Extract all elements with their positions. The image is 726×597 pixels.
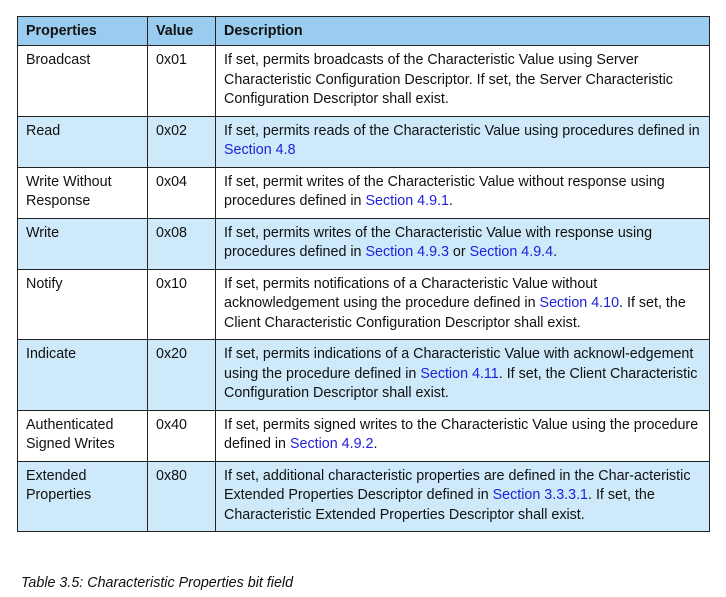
description-cell xyxy=(216,410,710,461)
table-row xyxy=(18,218,710,269)
description-cell xyxy=(216,116,710,167)
description-cell xyxy=(216,218,710,269)
description-text: If set, permit writes of the Characteristic Value without response using procedures defined in xyxy=(224,173,665,209)
section-link[interactable]: Section 4.9.3 xyxy=(365,244,449,260)
description-text: or xyxy=(448,244,470,260)
property-cell: Authenticated Signed Writes xyxy=(18,410,148,461)
description-text: . If set, the Client Characteristic Configuration Descriptor shall exist. xyxy=(224,295,686,331)
description-text: If set, permits writes of the Characteristic Value with response using procedures defined in xyxy=(224,224,653,260)
section-link[interactable]: Section 4.9.1 xyxy=(365,193,449,209)
table-row xyxy=(18,46,710,117)
description-text: If set, permits indications of a Characteristic Value with acknowl-edgement using the procedure defined in xyxy=(224,346,694,382)
header-value: Value xyxy=(148,17,216,46)
value-cell: 0x02 xyxy=(148,116,216,167)
property-cell: Notify xyxy=(18,269,148,340)
description-text: . If set, the Client Characteristic Configuration Descriptor shall exist. xyxy=(224,365,698,401)
description-text: If set, permits broadcasts of the Characteristic Value using Server Characteristic Configuration Descriptor. If set, the Server Characteristic Configuration Descriptor shall exist. xyxy=(224,52,673,107)
description-text: . xyxy=(553,244,558,260)
section-link[interactable]: Section 3.3.3.1 xyxy=(492,487,589,503)
property-cell: Broadcast xyxy=(18,46,148,117)
property-cell: Write Without Response xyxy=(18,167,148,218)
description-cell xyxy=(216,461,710,532)
property-cell: Write xyxy=(18,218,148,269)
description-text: . xyxy=(448,193,453,209)
value-cell: 0x20 xyxy=(148,340,216,411)
value-cell: 0x80 xyxy=(148,461,216,532)
value-cell: 0x01 xyxy=(148,46,216,117)
property-cell: Extended Properties xyxy=(18,461,148,532)
header-description: Description xyxy=(216,17,710,46)
value-cell: 0x08 xyxy=(148,218,216,269)
property-cell: Indicate xyxy=(18,340,148,411)
description-text: If set, additional characteristic properties are defined in the Char-acteristic Extended Properties Descriptor defined in xyxy=(224,467,691,503)
property-cell: Read xyxy=(18,116,148,167)
section-link[interactable]: Section 4.10 xyxy=(539,295,620,311)
header-properties: Properties xyxy=(18,17,148,46)
description-cell xyxy=(216,167,710,218)
description-text: . xyxy=(373,436,378,452)
description-text: If set, permits signed writes to the Characteristic Value using the procedure defined in xyxy=(224,416,699,452)
description-text: . If set, the Characteristic Extended Properties Descriptor shall exist. xyxy=(224,487,655,523)
table-row xyxy=(18,340,710,411)
properties-table xyxy=(17,16,710,532)
table-header-row xyxy=(18,17,710,46)
section-link[interactable]: Section 4.9.4 xyxy=(469,244,554,260)
value-cell: 0x40 xyxy=(148,410,216,461)
table-row xyxy=(18,269,710,340)
section-link[interactable]: Section 4.8 xyxy=(224,142,296,158)
table-row xyxy=(18,461,710,532)
table-row xyxy=(18,116,710,167)
table-row xyxy=(18,167,710,218)
value-cell: 0x10 xyxy=(148,269,216,340)
section-link[interactable]: Section 4.11 xyxy=(420,365,499,382)
description-cell xyxy=(216,46,710,117)
value-cell: 0x04 xyxy=(148,167,216,218)
description-text: If set, permits reads of the Characteristic Value using procedures defined in xyxy=(224,122,700,139)
description-text: If set, permits notifications of a Characteristic Value without acknowledgement using the procedure defined in xyxy=(224,275,598,311)
description-cell xyxy=(216,269,710,340)
table-caption: Table 3.5: Characteristic Properties bit field xyxy=(21,575,294,591)
section-link[interactable]: Section 4.9.2 xyxy=(289,436,374,452)
table-row xyxy=(18,410,710,461)
description-cell xyxy=(216,340,710,411)
